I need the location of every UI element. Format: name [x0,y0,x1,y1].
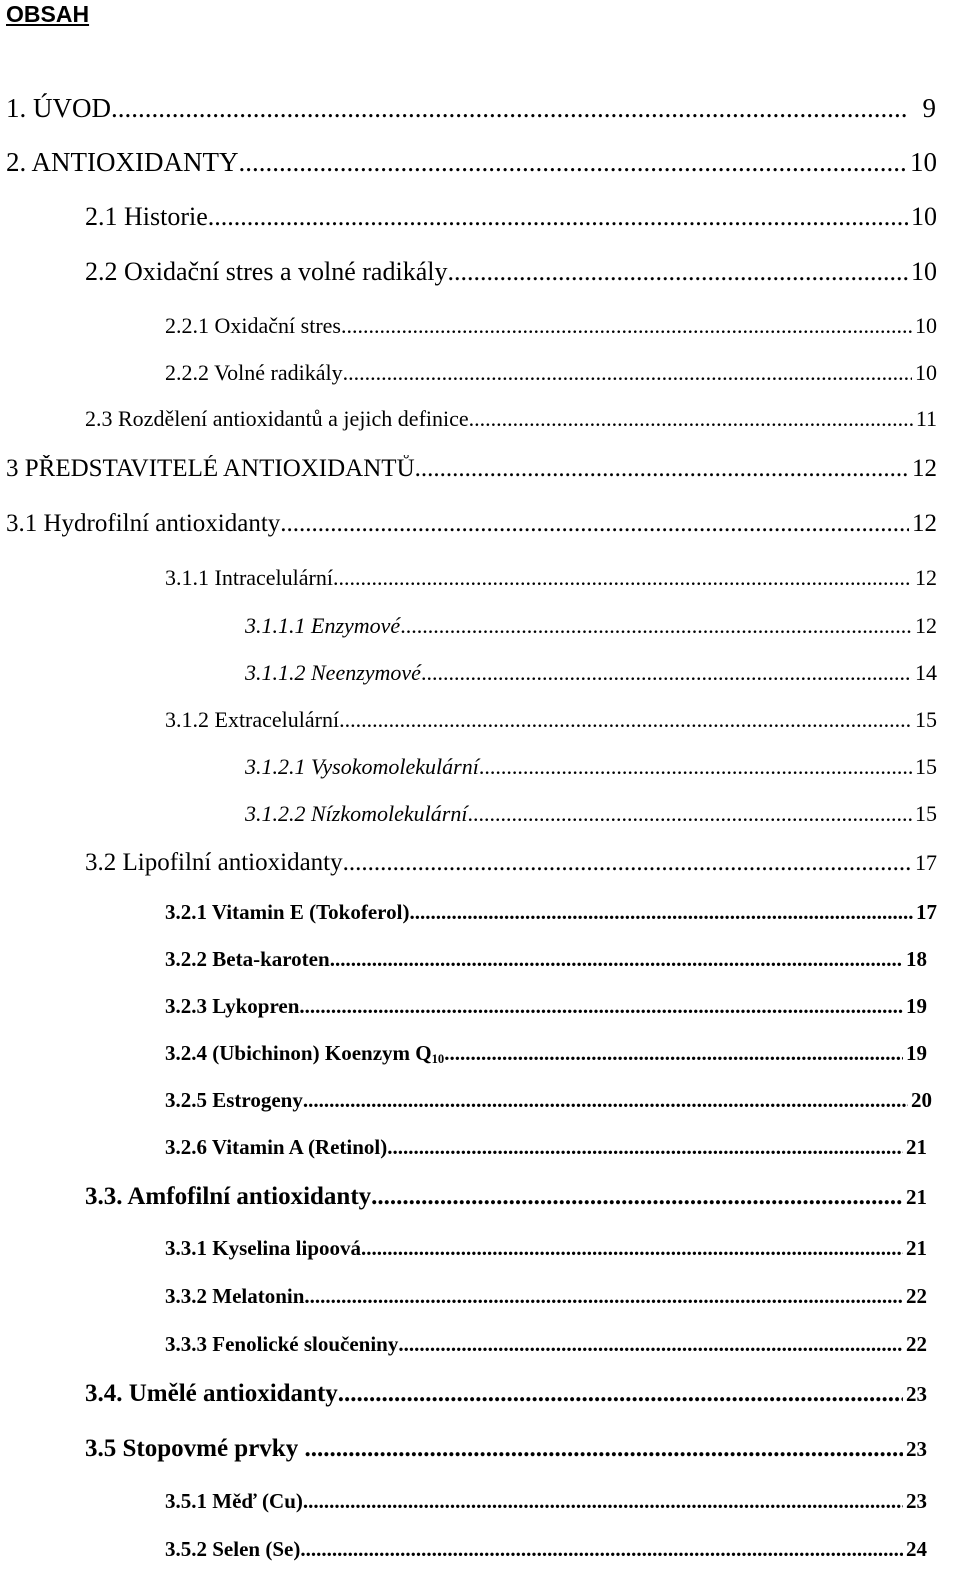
toc-entry-label: 3.1.2 Extracelulární [165,707,340,732]
toc-entry-label: 3.1 Hydrofilní antioxidanty [6,510,281,537]
toc-leader-dots [467,801,912,827]
toc-entry-page: 14 [915,660,937,685]
toc-entry-label: 3.2.1 Vitamin E (Tokoferol) [165,900,410,924]
toc-leader-dots [361,1236,903,1261]
toc-entry-page: 10 [915,313,937,338]
toc-entry[interactable] [85,1435,927,1463]
toc-leader-dots [303,1088,908,1113]
toc-entry[interactable] [165,1236,927,1261]
toc-entry-page: 21 [906,1185,927,1209]
toc-entry-label: 2.2.1 Oxidační stres [165,313,341,338]
toc-leader-dots [343,360,912,386]
toc-entry-label: 3.2 Lipofilní antioxidanty [85,849,343,876]
toc-entry-page: 15 [915,707,937,732]
toc-entry[interactable] [165,947,927,972]
toc-entry-page: 19 [906,994,927,1018]
toc-entry-page: 21 [906,1236,927,1260]
toc-entry-page: 23 [906,1489,927,1513]
toc-entry-page: 20 [911,1088,932,1112]
subscript: 10 [431,1052,445,1066]
toc-entry-page: 12 [915,565,937,590]
toc-entry-page: 12 [912,455,937,482]
toc-entry-page: 15 [915,754,937,779]
toc-entry-label: 3.1.1 Intracelulární [165,565,333,590]
toc-entry-page: 17 [916,900,937,924]
toc-entry[interactable] [165,565,937,591]
toc-entry[interactable] [85,849,937,877]
toc-entry[interactable] [165,360,937,386]
toc-entry-label: 3.2.5 Estrogeny [165,1088,303,1112]
toc-entry[interactable] [85,257,937,287]
toc-entry-page: 23 [906,1382,927,1406]
toc-entry-page: 18 [906,947,927,971]
page-title: OBSAH [6,1,90,27]
toc-entry-page: 22 [906,1332,927,1356]
toc-entry-label: 2. ANTIOXIDANTY [6,147,239,177]
toc-entry-page: 10 [911,202,937,231]
toc-leader-dots [208,202,908,232]
toc-leader-dots [341,313,912,339]
toc-entry[interactable] [85,406,937,432]
toc-entry[interactable] [165,1332,927,1357]
toc-entry[interactable] [165,1284,927,1309]
toc-entry-label: 3.5.2 Selen (Se) [165,1537,301,1561]
toc-entry-page: 22 [906,1284,927,1308]
toc-entry-page: 12 [915,613,937,638]
toc-leader-dots [479,754,912,780]
toc-entry-label: 3.2.2 Beta-karoten [165,947,330,971]
toc-entry[interactable] [245,754,937,780]
toc-leader-dots [333,565,912,591]
toc-entry-label: 3.1.1.2 Neenzymové [245,660,421,685]
toc-entry-label: 2.2.2 Volné radikály [165,360,343,385]
toc-entry-label: 3.3.2 Melatonin [165,1284,305,1308]
toc-entry[interactable] [165,1537,927,1562]
toc-entry[interactable] [165,1088,932,1113]
toc-entry-label: 3.1.1.1 Enzymové [245,613,401,638]
toc-leader-dots [111,93,909,124]
toc-leader-dots [304,1435,903,1463]
toc-leader-dots [387,1135,903,1160]
toc-leader-dots [238,147,907,178]
toc-entry-label: 3.2.6 Vitamin A (Retinol) [165,1135,388,1159]
toc-entry[interactable] [6,455,937,483]
toc-leader-dots [371,1183,903,1211]
toc-leader-dots [409,900,913,925]
toc-leader-dots [280,510,909,538]
toc-entry-label: 2.2 Oxidační stres a volné radikály [85,257,448,286]
toc-entry-page: 10 [911,257,937,286]
toc-entry-label: 3.2.3 Lykopren [165,994,300,1018]
toc-entry-page: 11 [915,406,937,431]
toc-entry-label: 3.3. Amfofilní antioxidanty [85,1183,372,1210]
toc-entry-label: 3 PŘEDSTAVITELÉ ANTIOXIDANTŮ [6,455,415,482]
toc-leader-dots [444,1041,903,1066]
toc-leader-dots [447,257,908,287]
toc-entry-page: 19 [906,1041,927,1065]
toc-entry-label: 1. ÚVOD [6,93,111,123]
toc-entry[interactable] [165,313,937,339]
toc-leader-dots [421,660,912,686]
toc-entry[interactable] [6,147,937,178]
toc-leader-dots [415,455,909,483]
toc-entry[interactable] [85,202,937,232]
toc-entry-label: 2.1 Historie [85,202,208,231]
toc-entry[interactable] [6,93,936,124]
toc-leader-dots [303,1489,903,1514]
toc-entry[interactable] [245,801,937,827]
toc-entry-page: 23 [906,1437,927,1461]
toc-entry-page: 9 [922,93,936,123]
toc-entry[interactable] [85,1183,927,1211]
toc-leader-dots [343,849,912,877]
toc-entry-label: 3.2.4 (Ubichinon) Koenzym $Q_{10}$ [165,1041,445,1066]
toc-leader-dots [300,1537,903,1562]
toc-leader-dots [299,994,903,1019]
toc-entry-label: 3.3.1 Kyselina lipoová [165,1236,362,1260]
toc-entry[interactable] [165,900,937,925]
toc-entry[interactable] [165,1135,927,1160]
toc-entry-page: 10 [910,147,937,177]
toc-leader-dots [398,1332,903,1357]
toc-entry-page: 21 [906,1135,927,1159]
toc-entry[interactable] [165,1041,927,1066]
toc-entry[interactable] [85,1380,927,1408]
toc-entry[interactable] [245,613,937,639]
toc-entry-label: 3.4. Umělé antioxidanty [85,1380,338,1407]
toc-entry-page: 12 [912,510,937,537]
toc-entry[interactable] [165,1489,927,1514]
toc-entry-label: 3.5 Stopovmé prvky [85,1435,305,1462]
toc-entry-label: 3.1.2.1 Vysokomolekulární [245,754,479,779]
toc-entry-page: 17 [915,850,937,875]
toc-leader-dots [339,707,912,733]
toc-entry-page: 10 [915,360,937,385]
toc-entry[interactable] [165,994,927,1019]
toc-entry-page: 24 [906,1537,927,1561]
toc-leader-dots [400,613,912,639]
toc-leader-dots [330,947,903,972]
toc-entry-label: 2.3 Rozdělení antioxidantů a jejich definice [85,406,469,431]
toc-entry-page: 15 [915,801,937,826]
toc-entry[interactable] [165,707,937,733]
toc-leader-dots [338,1380,903,1408]
toc-entry[interactable] [6,510,937,538]
toc-entry[interactable] [245,660,937,686]
toc-entry-label: 3.1.2.2 Nízkomolekulární [245,801,468,826]
toc-leader-dots [469,406,913,432]
toc-entry-label: 3.3.3 Fenolické sloučeniny [165,1332,399,1356]
toc-entry-label: 3.5.1 Měď (Cu) [165,1489,303,1513]
toc-leader-dots [304,1284,903,1309]
